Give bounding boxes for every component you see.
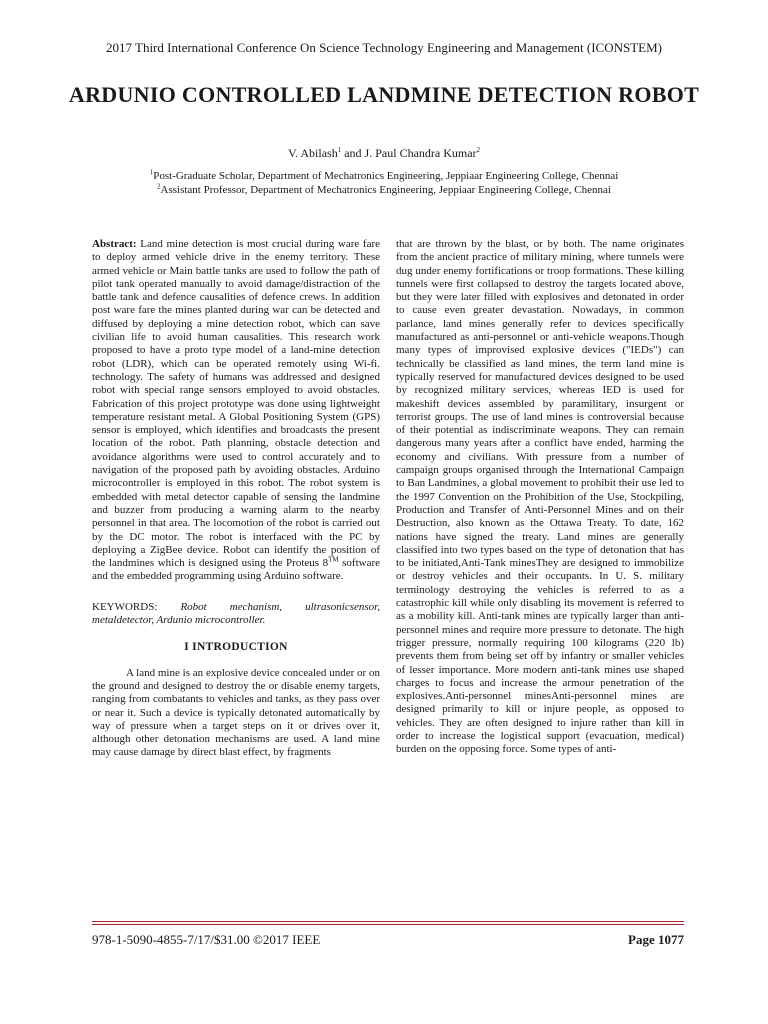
section-heading-introduction: I INTRODUCTION (184, 641, 288, 654)
conference-header: 2017 Third International Conference On Science Technology Engineering and Management (ICONSTEM) (105, 40, 662, 55)
authors-line (0, 146, 768, 161)
abstract-label: Abstract: (92, 238, 137, 250)
author-1: V. Abilash (287, 146, 338, 160)
author-2-sup: 2 (476, 146, 481, 154)
abstract-text-end: software and the embedded programming using Arduino software. (92, 557, 381, 583)
intro-paragraph-1-continued: that are thrown by the blast, or by both. The name originates from the ancient practice of military mining, where tunnels were dug under enemy fortifications or troop formations. These killing tunnels were first collapsed to destroy the targets located above, but they were later filled with explosives and detonated in order to cause even greater devastation. Nowadays, in common parlance, land mines generally refer to devices specifically manufactured as anti-personnel or anti-vehicle weapons.Though many types of improvised explosive devices ("IEDs") can technically be classified as land mines, the term land mine is typically reserved for manufactured devices designed to be used by recognized military services, whereas IED is used for makeshift devices assembled by paramilitary, insurgent or terrorist groups. The use of land mines is controversial because of their potential as indiscriminate weapons. They can remain dangerous many years after a conflict have ended, harming the economy and civilians. With pressure from a number of campaign groups organised through the International Campaign to Ban Landmines, a global movement to prohibit their use led to the 1997 Convention on the Prohibition of the Use, Stockpiling, Production and Transfer of Anti-Personnel Mines and on their Destruction, also known as the Ottawa Treaty. To date, 162 nations have signed the treaty. Land mines are generally classified into two types based on the type of detonation that has to be initiated,Anti-Tank minesThey are designed to immobilize or destroy vehicles and their occupants. In U. S. military terminology destroying the vehicles is referred to as a catastrophic kill while only disabling its movement is referred to as a mobility kill. Anti-tank mines are typically larger than anti-personnel mines and require more pressure to detonate. The high trigger pressure, normally requiring 100 kilograms (220 lb) prevents them from being set off by infantry or smaller vehicles of lesser importance. More modern anti-tank mines use shaped charges to focus and increase the armour penetration of the explosives.Anti-personnel minesAnti-personnel mines are designed primarily to kill or injure people, as opposed to vehicles. They are often designed to injure rather than kill in order to increase the logistical support (evacuation, medical) burden on the opposing force. Some types of anti- (396, 238, 684, 756)
keywords-paragraph (92, 601, 380, 628)
left-column (92, 238, 380, 760)
keywords-label: KEYWORDS: (92, 600, 158, 613)
abstract-paragraph (92, 238, 380, 584)
affiliation-2-text: Assistant Professor, Department of Mechatronics Engineering, Jeppiaar Engineering College, Chennai (160, 184, 611, 196)
footer-rule-top (92, 921, 684, 922)
footer-rule-bottom (92, 924, 684, 925)
affiliation-1-sup: 1 (149, 168, 154, 177)
keywords-text: Robot mechanism, ultrasonicsensor, metaldetector, Ardunio microcontroller. (92, 600, 380, 627)
affiliation-2 (0, 184, 768, 196)
paper-title: ARDUNIO CONTROLLED LANDMINE DETECTION ROBOT (68, 82, 700, 107)
footer-page-number: Page 1077 (628, 932, 684, 947)
trademark-sup: TM (328, 555, 339, 564)
affiliation-1-text: Post-Graduate Scholar, Department of Mechatronics Engineering, Jeppiaar Engineering College, Chennai (153, 170, 619, 182)
abstract-text: Land mine detection is most crucial during ware fare to deploy armed vehicle drive in the enemy territory. These armed vehicle or Main battle tanks are used to follow the path of pilot tank operated manually to avoid damage/distraction of the battle tank and defence causalities of defence crews. In addition post ware fare the mines planted during war can be detected and diffused by deploying a mine detection robot, which can save civilian life to avoid human causalities. This research work proposed to have a proto type model of a land-mine detection robot (LDR), which can be operated remotely using Wi-fi. technology. The safety of humans was addressed and designed robot with special range sensors employed to avoid obstacles. Fabrication of this project prototype was done using lightweight temperature resistant metal. A Global Positioning System (GPS) sensor is employed, which identifies and broadcasts the present location of the robot. Path planning, obstacle detection and avoidance algorithms were used to control accurately and to navigation of the proposed path by avoiding obstacles. Arduino microcontroller is employed in this robot. The robot system is embedded with metal detector capable of sensing the landmine and buzzer from producing a warning alarm to the nearby personnel in that area. The locomotion of the robot is carried out by the DC motor. The robot is interfaced with the PC by deploying a ZigBee device. Robot can identify the position of the landmines which is designed using the Proteus 8 (92, 238, 380, 570)
author-1-sup: 1 (337, 146, 342, 154)
affiliation-1 (0, 170, 768, 182)
affiliation-2-sup: 2 (157, 182, 161, 191)
footer-isbn: 978-1-5090-4855-7/17/$31.00 ©2017 IEEE (92, 932, 321, 947)
right-column (396, 238, 684, 757)
intro-paragraph-1: A land mine is an explosive device concealed under or on the ground and designed to destroy the or disable enemy targets, ranging from combatants to vehicles and tanks, as they pass over or near it. Such a device is typically detonated automatically by way of pressure when a target steps on it or drives over it, although other detonation mechanisms are used. A land mine may cause damage by direct blast effect, by fragments (92, 666, 380, 759)
author-2: and J. Paul Chandra Kumar (341, 146, 477, 160)
